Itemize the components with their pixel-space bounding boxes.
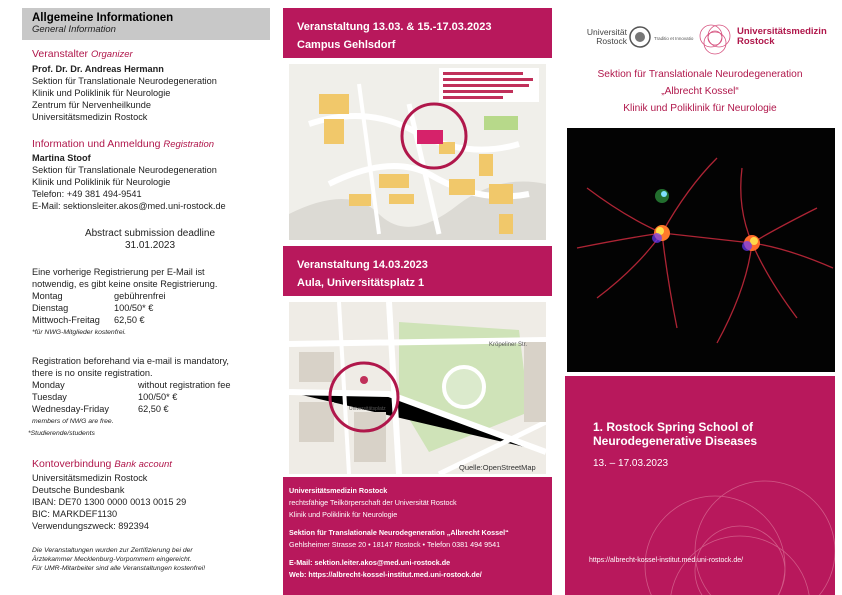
organizer-heading-en: Organizer xyxy=(90,49,133,60)
deadline-label: Abstract submission deadline xyxy=(84,228,216,239)
registration-section xyxy=(32,138,268,212)
bank-line: Universitätsmedizin Rostock xyxy=(32,473,148,483)
certification-note: Die Veranstaltungen wurden zur Zertifizierung bei der Ärztekammer Mecklenburg-Vorpommern eingereicht. Für UMR-Mitarbeiter sind alle Veranstaltungen kostenfrei! xyxy=(32,547,206,572)
cover-column xyxy=(565,0,835,595)
fee-row: Tuesday 100/50* € xyxy=(32,392,178,402)
cover-title xyxy=(593,420,757,448)
fee-row: Montag gebührenfrei xyxy=(32,291,166,301)
organizer-heading: Veranstalter xyxy=(32,48,89,60)
organizer-section xyxy=(32,48,268,123)
logos-row xyxy=(565,22,835,62)
venue1-date: Veranstaltung 13.03. & 15.-17.03.2023 xyxy=(297,21,492,33)
campus-map-graphic xyxy=(289,64,546,240)
footer-clinic: Klinik und Poliklinik für Neurologie xyxy=(289,510,398,519)
fee-row: Monday without registration fee xyxy=(32,380,231,390)
organizer-name: Prof. Dr. Dr. Andreas Hermann xyxy=(32,64,164,74)
bank-reference: Verwendungszweck: 892394 xyxy=(32,521,149,531)
city-map-graphic xyxy=(289,302,546,474)
info-column xyxy=(22,0,270,595)
bank-heading-en: Bank account xyxy=(114,459,172,470)
neuron-image xyxy=(567,128,835,372)
fees-note: members of NWG are free. xyxy=(32,418,114,425)
registration-email[interactable]: E-Mail: sektionsleiter.akos@med.uni-rostock.de xyxy=(32,201,226,211)
fee-row: Wednesday-Friday 62,50 € xyxy=(32,404,169,414)
registration-heading-en: Registration xyxy=(163,139,215,150)
footer-section: Sektion für Translationale Neurodegeneration „Albrecht Kossel“ xyxy=(289,528,509,537)
cover-title-line: 1. Rostock Spring School of xyxy=(593,420,754,434)
students-note: *Studierende/students xyxy=(28,430,95,437)
bank-bic: BIC: MARKDEF1130 xyxy=(32,509,118,519)
general-info-subtitle: General Information xyxy=(32,24,116,35)
venue-column xyxy=(283,0,552,595)
cover-panel xyxy=(565,376,835,595)
general-info-header xyxy=(22,8,270,40)
fees-intro: notwendig, es gibt keine onsite Registrierung. xyxy=(32,279,218,289)
fees-intro: Eine vorherige Registrierung per E-Mail ist xyxy=(32,267,205,277)
bank-heading: Kontoverbindung xyxy=(32,458,112,470)
registration-line: Klinik und Poliklinik für Neurologie xyxy=(32,177,171,187)
venue2-header xyxy=(283,246,552,296)
deadline-block xyxy=(32,228,268,252)
fees-english xyxy=(28,355,268,439)
umr-logo-icon xyxy=(697,22,733,58)
contact-footer xyxy=(283,477,552,595)
deadline-date: 31.01.2023 xyxy=(124,240,176,251)
cover-dates: 13. – 17.03.2023 xyxy=(593,458,669,469)
map-street-label: Kröpeliner Str. xyxy=(489,342,528,348)
organizer-line: Universitätsmedizin Rostock xyxy=(32,112,148,122)
bank-section xyxy=(32,458,268,532)
city-map xyxy=(289,302,546,474)
venue2-place: Aula, Universitätsplatz 1 xyxy=(297,277,425,289)
organizer-line: Klinik und Poliklinik für Neurologie xyxy=(32,88,171,98)
neuron-micrograph xyxy=(567,128,835,372)
organizer-line: Sektion für Translationale Neurodegeneration xyxy=(32,76,217,86)
uni-seal-icon xyxy=(629,24,651,50)
fees-german xyxy=(32,266,268,338)
map-credit: Quelle:OpenStreetMap xyxy=(459,463,536,472)
organizer-line: Zentrum für Nervenheilkunde xyxy=(32,100,151,110)
footer-address: Gehlsheimer Strasse 20 • 18147 Rostock • Telefon 0381 494 9541 xyxy=(289,540,501,549)
fees-intro: Registration beforehand via e-mail is mandatory, xyxy=(32,356,229,366)
umr-logo-text: Universitätsmedizin Rostock xyxy=(737,26,827,47)
bank-line: Deutsche Bundesbank xyxy=(32,485,125,495)
fees-note: *für NWG-Mitglieder kostenfrei. xyxy=(32,329,127,336)
fee-row: Mittwoch-Freitag 62,50 € xyxy=(32,315,145,325)
venue1-header xyxy=(283,8,552,58)
registration-heading: Information und Anmeldung xyxy=(32,138,161,150)
registration-line: Sektion für Translationale Neurodegeneration xyxy=(32,165,217,175)
section-info: Sektion für Translationale Neurodegeneration „Albrecht Kossel“ Klinik und Poliklinik für Neurologie xyxy=(597,69,803,114)
footer-web[interactable]: Web: https://albrecht-kossel-institut.med.uni-rostock.de/ xyxy=(289,570,482,579)
venue1-place: Campus Gehlsdorf xyxy=(297,39,396,51)
general-info-title: Allgemeine Informationen xyxy=(32,12,174,24)
fees-intro: there is no onsite registration. xyxy=(32,368,153,378)
cover-title-line: Neurodegenerative Diseases xyxy=(593,434,758,448)
footer-email[interactable]: E-Mail: sektion.leiter.akos@med.uni-rostock.de xyxy=(289,558,451,567)
registration-contact-name: Martina Stoof xyxy=(32,153,91,163)
registration-phone: Telefon: +49 381 494-9541 xyxy=(32,189,142,199)
fee-row: Dienstag 100/50* € xyxy=(32,303,154,313)
uni-tagline: Traditio et Innovatio xyxy=(654,36,694,41)
venue2-date: Veranstaltung 14.03.2023 xyxy=(297,259,428,271)
uni-rostock-logo-text: Universität Rostock xyxy=(586,27,627,46)
campus-map xyxy=(289,64,546,240)
footer-org-sub: rechtsfähige Teilkörperschaft der Universität Rostock xyxy=(289,498,457,507)
cover-url[interactable]: https://albrecht-kossel-institut.med.uni-rostock.de/ xyxy=(589,557,744,564)
footer-org: Universitätsmedizin Rostock xyxy=(289,486,388,495)
bank-iban: IBAN: DE70 1300 0000 0013 0015 29 xyxy=(32,497,187,507)
map-place-label: Universitätsplatz xyxy=(349,406,386,412)
